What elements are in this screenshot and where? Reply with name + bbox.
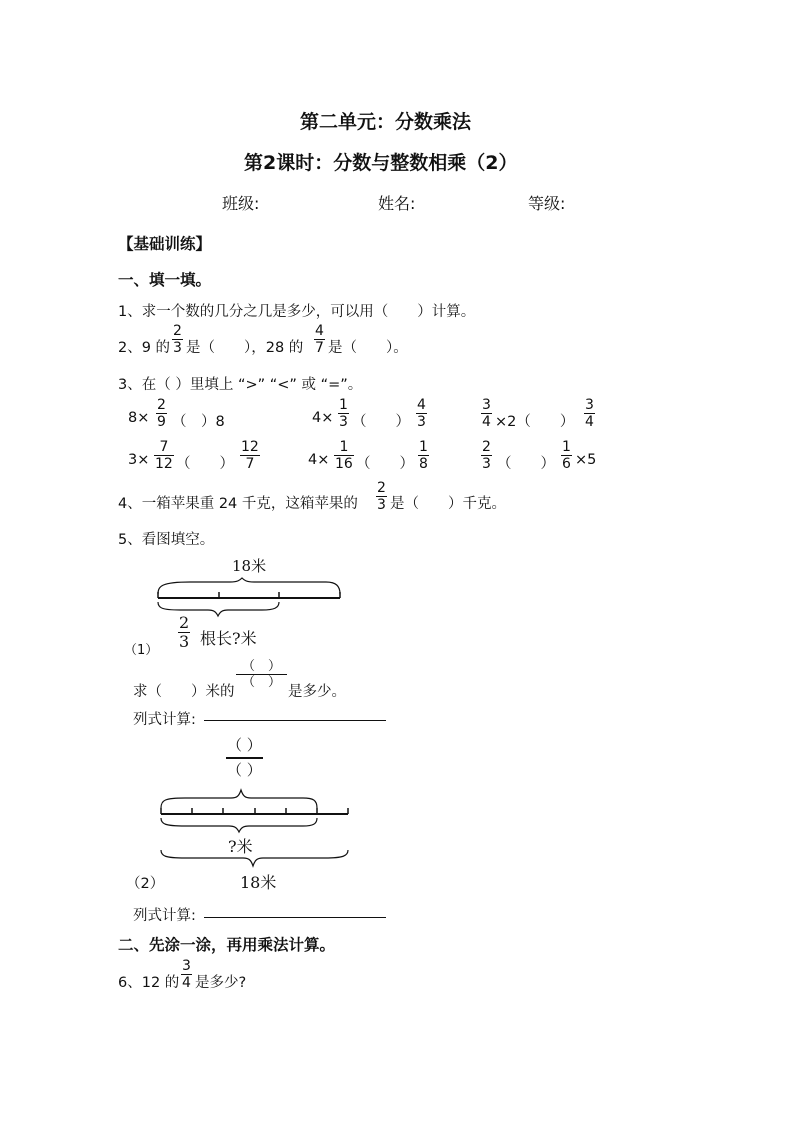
formula-2-label: 列式计算: xyxy=(133,908,196,924)
r2c1-mid: （ ） xyxy=(176,456,234,472)
part2-title: 二、先涂一涂，再用乘法计算。 xyxy=(118,936,336,954)
q2-text-a: 2、9 的 xyxy=(118,340,171,356)
fig2-index: （2） xyxy=(126,876,165,892)
fig1-bottom-label: 根长?米 xyxy=(200,629,257,648)
fig2-mid-brace xyxy=(161,818,317,832)
denominator: 8 xyxy=(419,456,428,472)
denominator: 7 xyxy=(245,456,255,472)
numerator: 1 xyxy=(339,439,349,455)
numerator: 1 xyxy=(419,439,428,455)
denominator: 7 xyxy=(315,340,324,356)
numerator: 2 xyxy=(157,397,166,413)
numerator: 2 xyxy=(482,439,491,455)
question-3-title: 3、在（ ）里填上 “>” “<” 或 “=”。 xyxy=(118,377,363,393)
numerator: （ ） xyxy=(242,659,282,674)
fig1-index: （1） xyxy=(124,643,159,658)
q6-fraction xyxy=(181,959,192,990)
r2c2-fraction-2 xyxy=(418,440,429,471)
ask-text-b: 是多少。 xyxy=(288,684,346,700)
r1c2-pre: 4× xyxy=(312,410,334,426)
q6-text-b: 是多少? xyxy=(195,975,247,991)
page-title: 第二单元：分数乘法 xyxy=(300,111,472,133)
r1c1-pre: 8× xyxy=(128,410,150,426)
q4-fraction xyxy=(376,481,387,512)
r1c2-fraction-2 xyxy=(416,398,427,429)
denominator: 9 xyxy=(157,414,166,430)
denominator: （ ） xyxy=(242,675,282,690)
name-label: 姓名: xyxy=(378,194,416,213)
denominator: 4 xyxy=(585,414,594,430)
fig2-bottom-label: 18米 xyxy=(240,873,277,892)
fig1-bottom-brace xyxy=(158,602,279,616)
r1c3-mid: ×2（ ） xyxy=(495,414,575,430)
r1c2-mid: （ ） xyxy=(352,414,410,430)
numerator: 4 xyxy=(315,323,324,339)
denominator: 3 xyxy=(482,456,491,472)
question-1: 1、求一个数的几分之几是多少，可以用（ ）计算。 xyxy=(118,304,476,320)
r2c2-mid: （ ） xyxy=(356,456,414,472)
fig1-top-label: 18米 xyxy=(232,557,267,575)
numerator: 2 xyxy=(377,480,386,496)
denominator: 3 xyxy=(179,632,190,651)
r2c2-pre: 4× xyxy=(308,452,330,468)
ask-text-a: 求（ ）米的 xyxy=(133,684,235,700)
numerator: 3 xyxy=(585,397,594,413)
numerator: 2 xyxy=(179,613,190,632)
denominator: 3 xyxy=(377,497,386,513)
class-label: 班级: xyxy=(222,194,260,213)
numerator: 7 xyxy=(159,439,169,455)
r2c3-post: ×5 xyxy=(575,452,597,468)
fig1-fraction xyxy=(178,615,190,650)
ask-blank-fraction xyxy=(236,660,287,689)
r2c2-fraction xyxy=(334,440,354,471)
fig2-segment-diagram xyxy=(155,790,355,870)
page-subtitle: 第2课时：分数与整数相乘（2） xyxy=(244,152,518,174)
fig2-bottom-brace xyxy=(161,850,348,866)
q2-fraction-1 xyxy=(172,324,183,355)
denominator: 3 xyxy=(339,414,348,430)
denominator: 3 xyxy=(417,414,426,430)
numerator: 3 xyxy=(482,397,491,413)
formula-1-answer-line[interactable] xyxy=(204,720,386,721)
r1c3-fraction-2 xyxy=(584,398,595,429)
r1c1-fraction xyxy=(156,398,167,429)
r2c3-fraction xyxy=(481,440,492,471)
numerator: 1 xyxy=(562,439,571,455)
fig2-mid-label: ?米 xyxy=(228,837,253,856)
r2c1-fraction-2 xyxy=(240,440,260,471)
q6-text-a: 6、12 的 xyxy=(118,975,180,991)
numerator: 1 xyxy=(339,397,348,413)
denominator: 16 xyxy=(335,456,353,472)
denominator: 4 xyxy=(182,975,191,991)
numerator: （ ） xyxy=(227,736,262,754)
q2-text-c: 是（ ）。 xyxy=(328,340,408,356)
denominator: 6 xyxy=(562,456,571,472)
fig2-top-brace xyxy=(161,790,317,808)
denominator: 3 xyxy=(173,340,182,356)
fig1-top-brace xyxy=(158,578,340,594)
question-5-title: 5、看图填空。 xyxy=(118,532,215,548)
r2c1-fraction xyxy=(154,440,174,471)
fig1-segment-diagram xyxy=(150,578,350,618)
grade-label: 等级: xyxy=(528,194,566,213)
r1c3-fraction xyxy=(481,398,492,429)
denominator: （ ） xyxy=(227,761,262,779)
numerator: 3 xyxy=(182,958,191,974)
q2-fraction-2 xyxy=(314,324,325,355)
formula-2-answer-line[interactable] xyxy=(204,917,386,918)
numerator: 4 xyxy=(417,397,426,413)
r2c3-fraction-2 xyxy=(561,440,572,471)
r1c1-post: （ ）8 xyxy=(172,414,225,430)
q2-text-b: 是（ ），28 的 xyxy=(186,340,304,356)
q4-text-b: 是（ ）千克。 xyxy=(390,496,506,512)
section-basic: 【基础训练】 xyxy=(118,235,212,253)
r2c1-pre: 3× xyxy=(128,452,150,468)
r1c2-fraction xyxy=(338,398,349,429)
numerator: 2 xyxy=(173,323,182,339)
formula-1-label: 列式计算: xyxy=(133,712,196,728)
numerator: 12 xyxy=(241,439,259,455)
r2c3-mid: （ ） xyxy=(497,456,555,472)
denominator: 4 xyxy=(482,414,491,430)
q4-text-a: 4、一箱苹果重 24 千克，这箱苹果的 xyxy=(118,496,358,512)
denominator: 12 xyxy=(155,456,173,472)
fig2-fraction xyxy=(226,738,263,778)
part1-title: 一、填一填。 xyxy=(118,271,212,289)
